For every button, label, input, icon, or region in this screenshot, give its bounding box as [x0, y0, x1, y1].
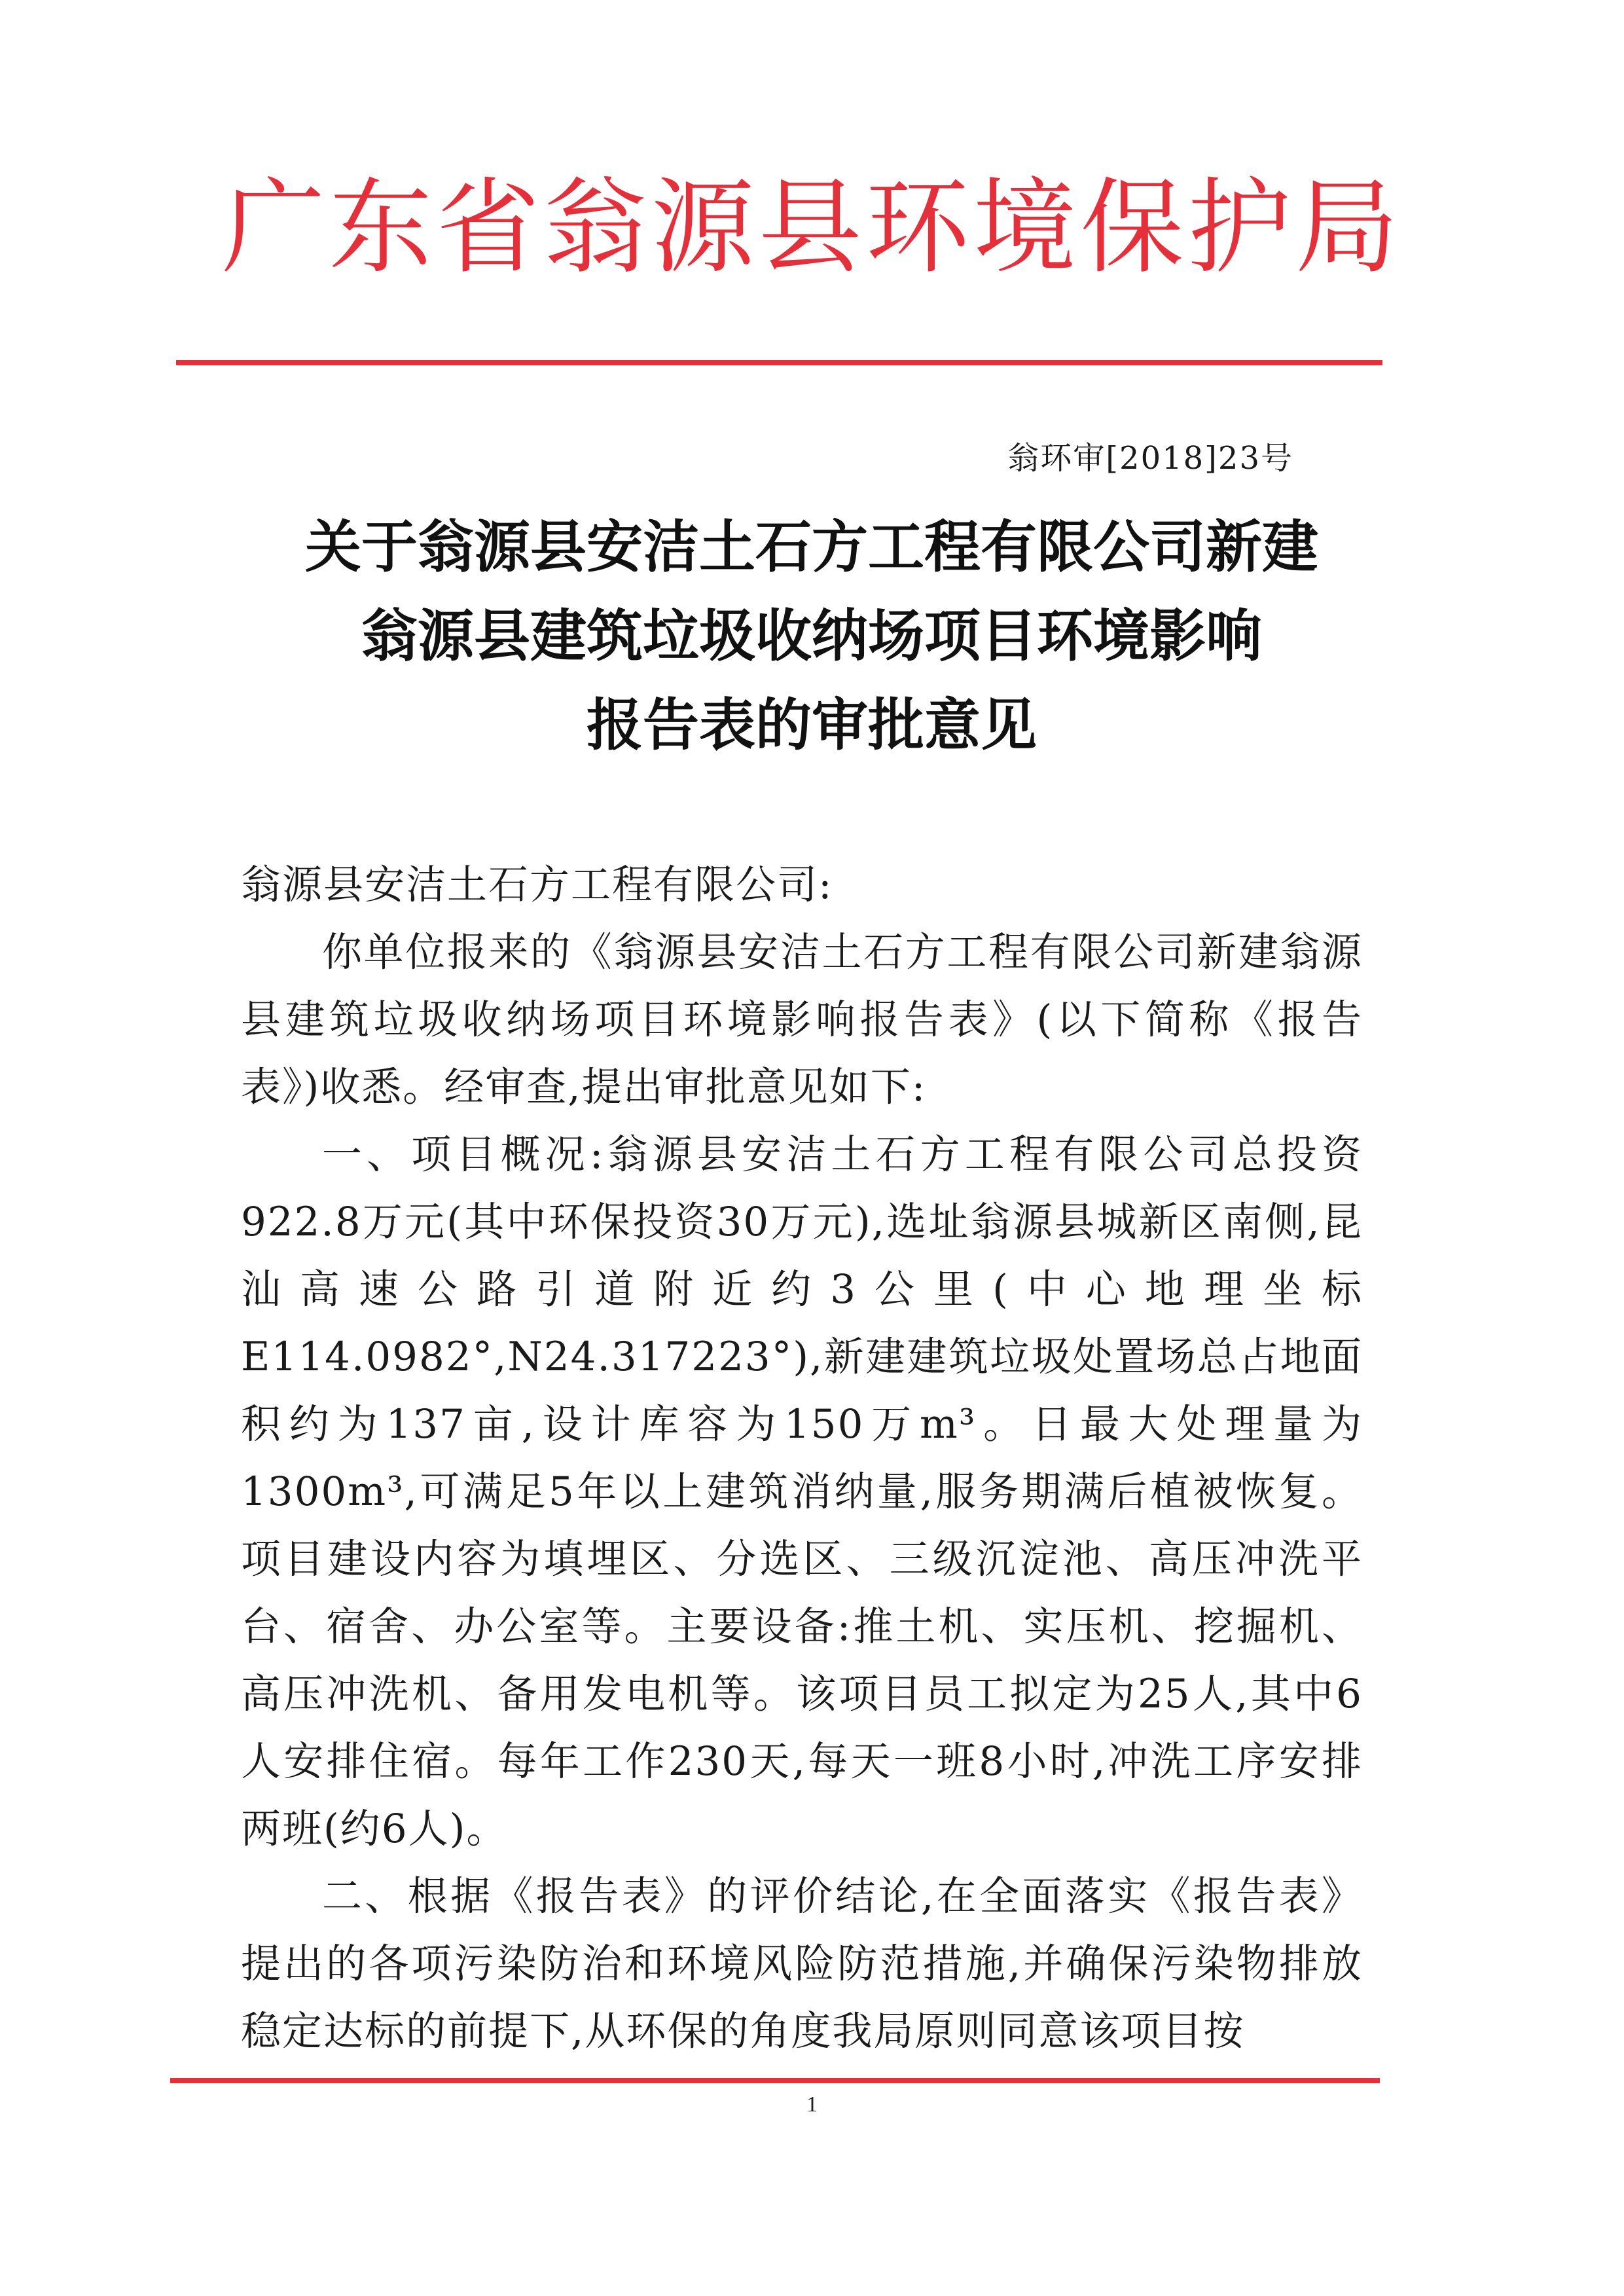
body-paragraph-2: 一、项目概况:翁源县安洁土石方工程有限公司总投资922.8万元(其中环保投资30万元),选址翁源县城新区南侧,昆汕高速公路引道附近约3公里(中心地理坐标E114.0982°,N24.317223°),新建建筑垃圾处置场总占地面积约为137亩,设计库容为150万m³。日最大处理量为1300m³,可满足5年以上建筑消纳量,服务期满后植被恢复。项目建设内容为填埋区、分选区、三级沉淀池、高压冲洗平台、宿舍、办公室等。主要设备:推土机、实压机、挖掘机、高压冲洗机、备用发电机等。该项目员工拟定为25人,其中6人安排住宿。每年工作230天,每天一班8小时,冲洗工序安排两班(约6人)。 — [241, 1131, 1363, 1852]
title-line-1: 关于翁源县安洁土石方工程有限公司新建 — [305, 514, 1318, 580]
document-title — [236, 503, 1388, 770]
document-body — [241, 851, 1363, 2065]
document-number: 翁环审[2018]23号 — [1007, 440, 1293, 477]
body-paragraph-3: 二、根据《报告表》的评价结论,在全面落实《报告表》提出的各项污染防治和环境风险防范措施,并确保污染物排放稳定达标的前提下,从环保的角度我局原则同意该项目按 — [241, 1873, 1363, 2054]
addressee: 翁源县安洁土石方工程有限公司: — [241, 862, 833, 908]
body-paragraph-1: 你单位报来的《翁源县安洁土石方工程有限公司新建翁源县建筑垃圾收纳场项目环境影响报告表》(以下简称《报告表》)收悉。经审查,提出审批意见如下: — [241, 929, 1363, 1110]
title-line-3: 报告表的审批意见 — [586, 692, 1037, 758]
title-line-2: 翁源县建筑垃圾收纳场项目环境影响 — [361, 603, 1262, 669]
page-number: 1 — [806, 2092, 818, 2117]
footer-red-rule — [170, 2078, 1380, 2083]
agency-letterhead: 广东省翁源县环境保护局 — [221, 168, 1403, 288]
letterhead-red-rule — [176, 360, 1382, 365]
